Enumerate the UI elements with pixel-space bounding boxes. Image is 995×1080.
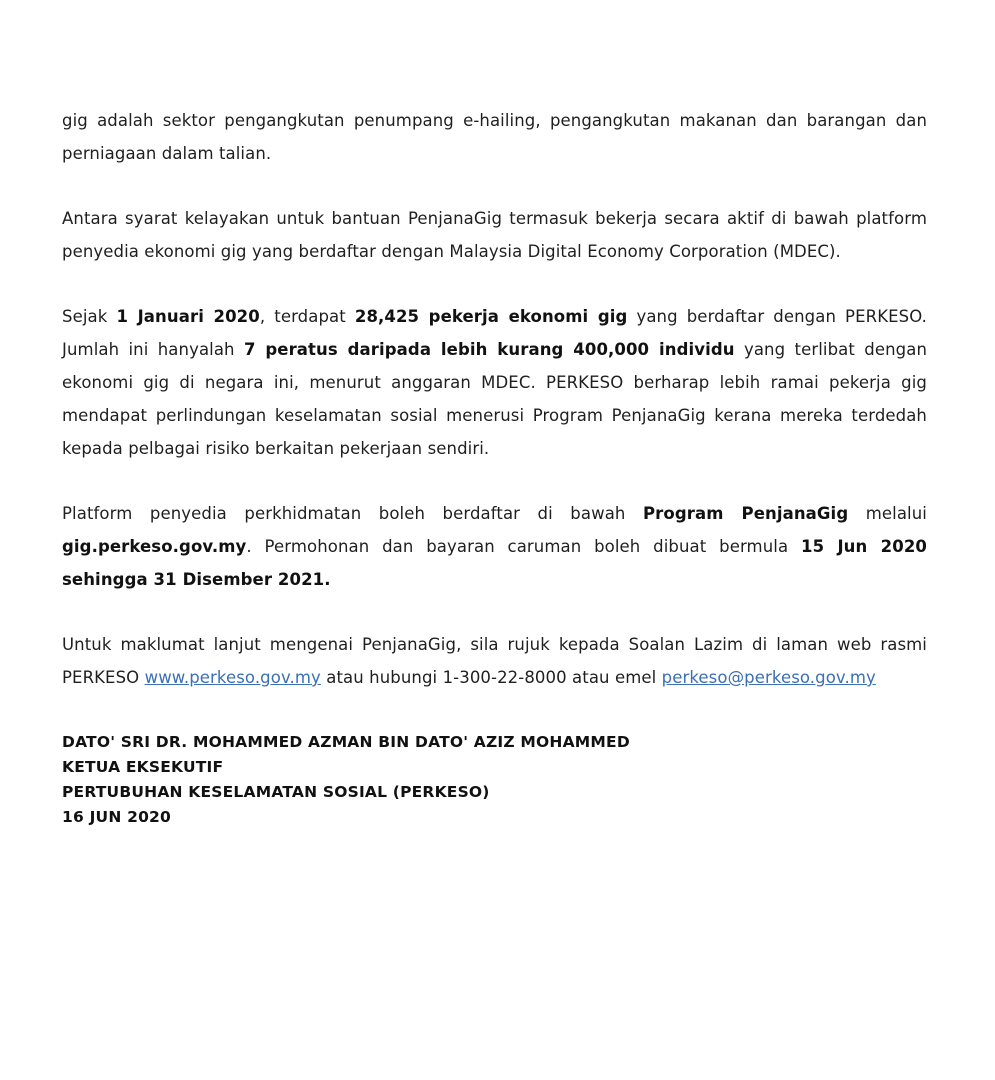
text-segment: . Permohonan dan bayaran caruman boleh dibuat bermula	[246, 537, 801, 556]
email-link[interactable]: perkeso@perkeso.gov.my	[661, 668, 876, 687]
paragraph-statistics	[62, 300, 927, 465]
text-segment: atau hubungi 1-300-22-8000 atau emel	[320, 668, 662, 687]
text-segment: Untuk maklumat lanjut mengenai PenjanaGig, sila rujuk kepada Soalan Lazim di laman web rasmi PERKESO	[62, 635, 927, 687]
website-link[interactable]: www.perkeso.gov.my	[144, 668, 321, 687]
signature-date: 16 JUN 2020	[62, 808, 172, 826]
text-segment: Platform penyedia perkhidmatan boleh berdaftar di bawah	[62, 504, 643, 523]
signatory-name: DATO' SRI DR. MOHAMMED AZMAN BIN DATO' AZIZ MOHAMMED	[62, 733, 630, 751]
paragraph-eligibility	[62, 202, 927, 268]
paragraph-registration	[62, 497, 927, 596]
bold-program-name: Program PenjanaGig	[642, 504, 849, 523]
signatory-organization: PERTUBUHAN KESELAMATAN SOSIAL (PERKESO)	[62, 783, 490, 801]
paragraph-gig-sectors	[62, 104, 927, 170]
paragraph-contact-info	[62, 628, 927, 694]
bold-date: 1 Januari 2020	[116, 307, 260, 326]
text-segment: yang terlibat dengan ekonomi gig di negara ini, menurut anggaran MDEC. PERKESO berharap lebih ramai pekerja gig mendapat perlindungan keselamatan sosial menerusi Program PenjanaGig kerana mereka terdedah kepada pelbagai risiko berkaitan pekerjaan sendiri.	[62, 340, 927, 458]
paragraph-text: gig adalah sektor pengangkutan penumpang e-hailing, pengangkutan makanan dan barangan dan perniagaan dalam talian.	[62, 111, 927, 163]
bold-date-range: 15 Jun 2020 sehingga 31 Disember 2021.	[62, 537, 927, 589]
signatory-title: KETUA EKSEKUTIF	[62, 758, 224, 776]
bold-percentage: 7 peratus daripada lebih kurang 400,000 individu	[243, 340, 735, 359]
bold-worker-count: 28,425 pekerja ekonomi gig	[354, 307, 628, 326]
text-segment: yang berdaftar dengan PERKESO. Jumlah ini hanyalah	[62, 307, 927, 359]
text-segment: Sejak	[62, 307, 117, 326]
text-segment: melalui	[848, 504, 927, 523]
paragraph-text: Antara syarat kelayakan untuk bantuan PenjanaGig termasuk bekerja secara aktif di bawah platform penyedia ekonomi gig yang berdaftar dengan Malaysia Digital Economy Corporation (MDEC).	[62, 209, 927, 261]
text-segment: , terdapat	[259, 307, 355, 326]
bold-registration-site: gig.perkeso.gov.my	[62, 537, 247, 556]
signature-block	[62, 730, 927, 830]
